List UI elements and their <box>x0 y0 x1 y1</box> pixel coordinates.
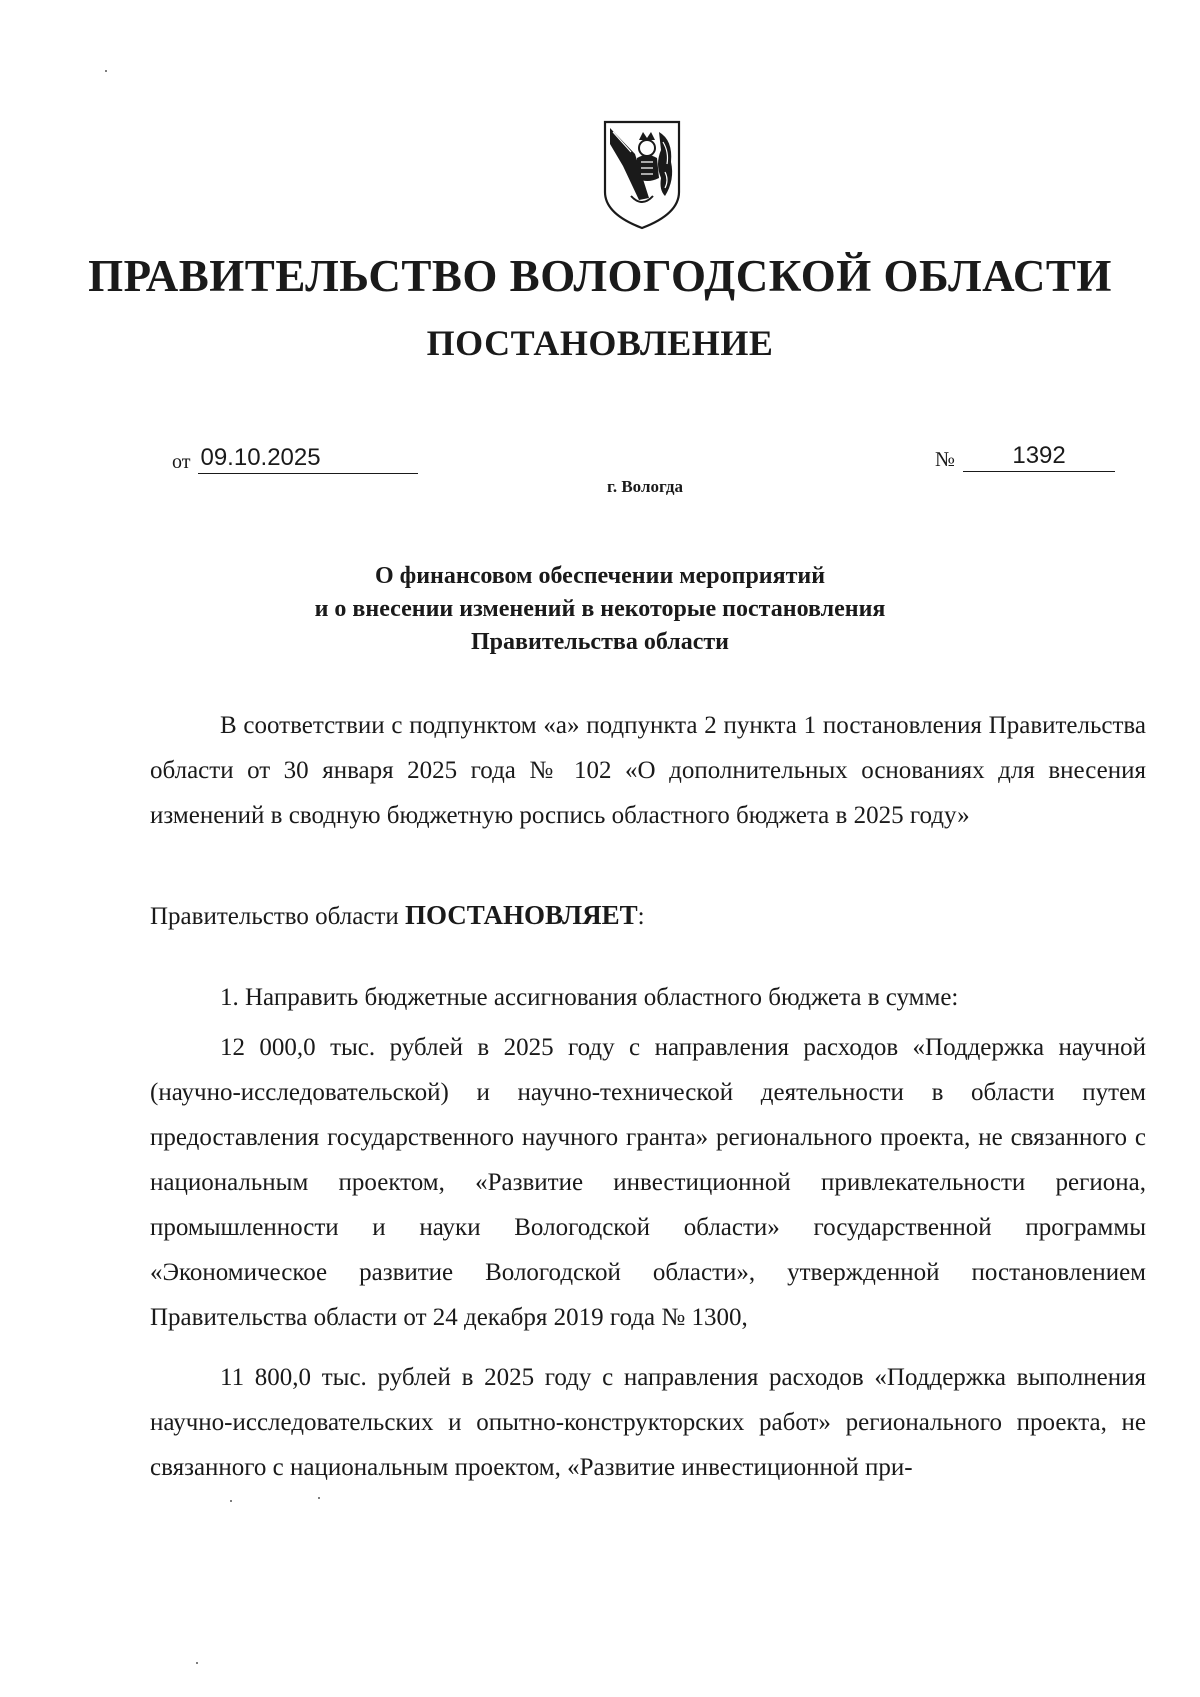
subject-line: О финансовом обеспечении мероприятий <box>374 563 826 589</box>
scan-speck <box>196 1662 198 1664</box>
decree-suffix: : <box>637 903 645 930</box>
scan-speck <box>318 1497 320 1499</box>
number-value: 1392 <box>963 441 1115 472</box>
document-subject <box>0 560 1200 659</box>
number-prefix: № <box>935 447 956 471</box>
decree-word: ПОСТАНОВЛЯЕТ <box>404 900 638 930</box>
preamble-paragraph: В соответствии с подпунктом «а» подпункта 2 пункта 1 постановления Правительства области от 30 января 2025 года № 102 «О дополнительных основаниях для внесения изменений в сводную бюджетную роспись областного бюджета в 2025 году» <box>150 712 1146 829</box>
date-value: 09.10.2025 <box>198 443 418 474</box>
scan-speck <box>230 1500 232 1502</box>
coat-of-arms-emblem <box>601 118 683 232</box>
date-field <box>172 443 418 474</box>
number-field <box>935 441 1115 472</box>
item-1b-paragraph: 11 800,0 тыс. рублей в 2025 году с направления расходов «Поддержка выполнения научно-исследовательских и опытно-конструкторских работ» регионального проекта, не связанного с национальным проектом, «Развитие инвестиционной при- <box>150 1364 1146 1481</box>
subject-line: Правительства области <box>471 629 729 655</box>
item-1-paragraph: 1. Направить бюджетные ассигнования областного бюджета в сумме: <box>220 984 959 1011</box>
document-type: ПОСТАНОВЛЕНИЕ <box>426 323 774 363</box>
item-1a-paragraph: 12 000,0 тыс. рублей в 2025 году с направления расходов «Поддержка научной (научно-исследовательской) и научно-технической деятельности в области путем предоставления государственного научного гранта» регионального проекта, не связанного с национальным проектом, «Развитие инвестиционной привлекательности региона, промышленности и науки Вологодской области» государственной программы «Экономическое развитие Вологодской области», утвержденной постановлением Правительства области от 24 декабря 2019 года № 1300, <box>150 1034 1146 1331</box>
decree-prefix: Правительство области <box>150 903 405 930</box>
date-prefix: от <box>172 451 191 473</box>
subject-line: и о внесении изменений в некоторые постановления <box>314 596 886 622</box>
decree-line <box>150 893 1146 939</box>
government-title: ПРАВИТЕЛЬСТВО ВОЛОГОДСКОЙ ОБЛАСТИ <box>88 251 1112 301</box>
scan-speck <box>105 70 107 72</box>
city-label: г. Вологда <box>607 477 683 496</box>
